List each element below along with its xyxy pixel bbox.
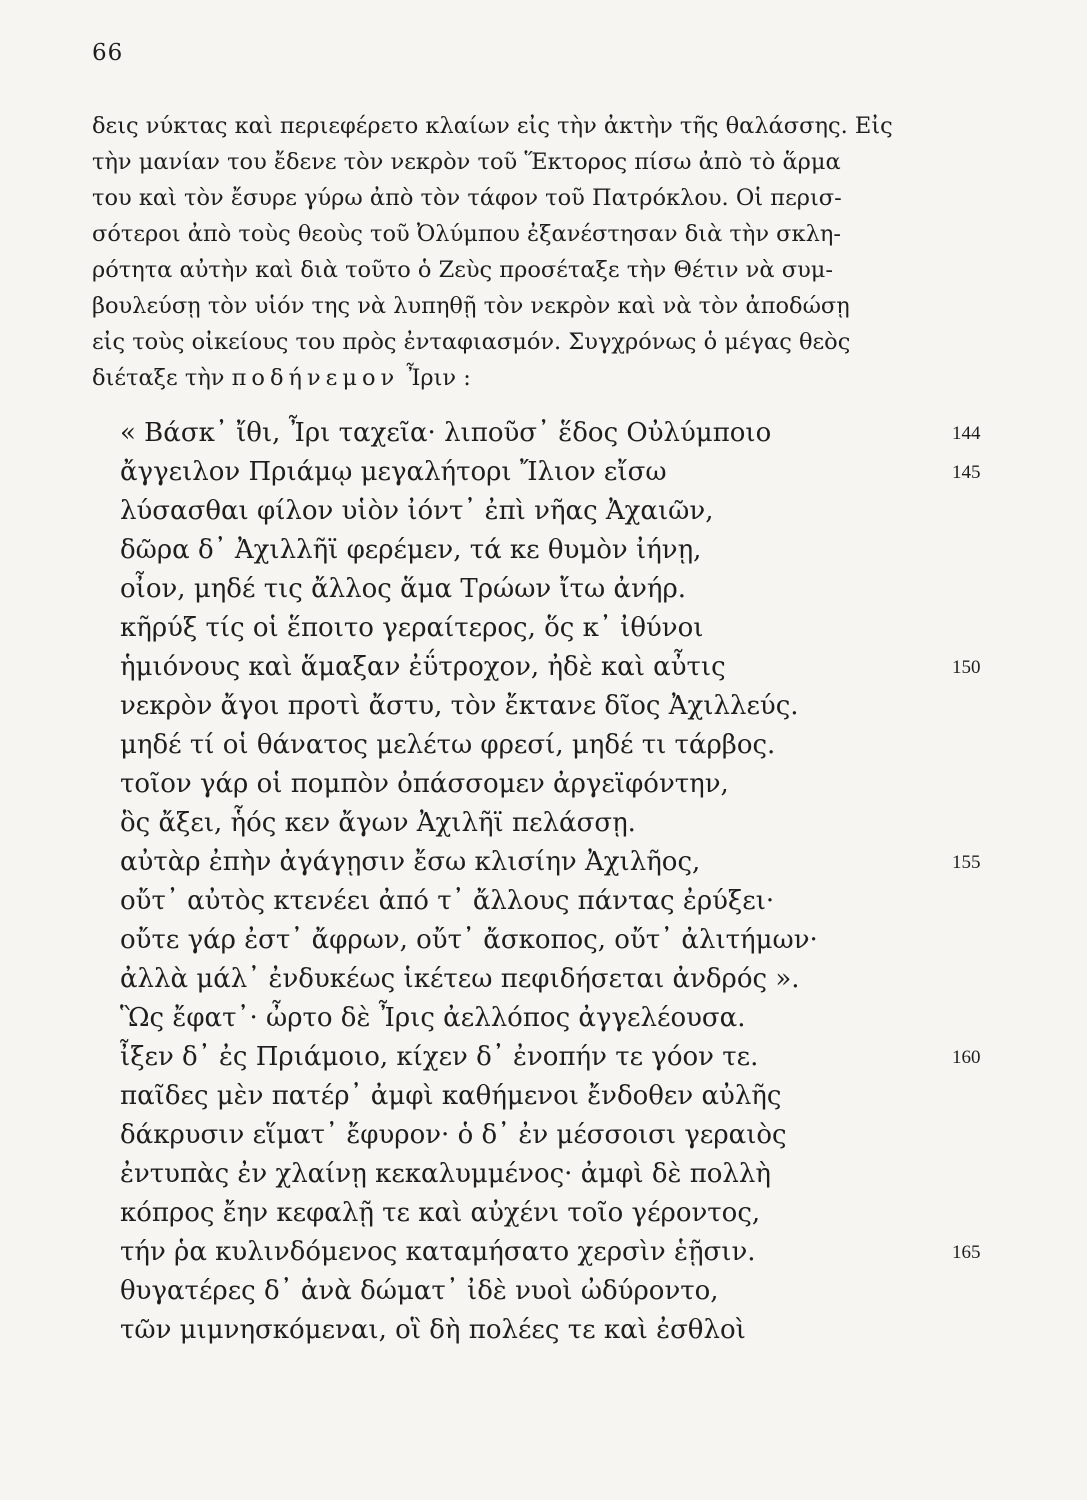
verse-line <box>120 1311 1000 1350</box>
line-number: 144 <box>952 423 981 444</box>
verse-line <box>120 570 1000 609</box>
verse-text: Ὣς ἔφατ᾽· ὦρτο δὲ Ἶρις ἀελλόπος ἀγγελέουσα. <box>120 1003 746 1033</box>
verse-text: ἄγγειλον Πριάμῳ μεγαλήτορι Ἴλιον εἴσω <box>120 457 667 487</box>
verse-line <box>120 921 1000 960</box>
verse-text: ἀλλὰ μάλ᾽ ἐνδυκέως ἱκέτεω πεφιδήσεται ἀνδρός ». <box>120 964 800 994</box>
verse-line <box>120 882 1000 921</box>
verse-line <box>120 804 1000 843</box>
prose-line: σότεροι ἀπὸ τοὺς θεοὺς τοῦ Ὀλύμπου ἐξανέστησαν διὰ τὴν σκλη- <box>92 221 841 247</box>
verse-text: ἐντυπὰς ἐν χλαίνῃ κεκαλυμμένος· ἀμφὶ δὲ πολλὴ <box>120 1159 771 1189</box>
verse-line <box>120 492 1000 531</box>
verse-text: ὃς ἄξει, ἧός κεν ἄγων Ἀχιλῆϊ πελάσσῃ. <box>120 808 636 838</box>
line-number: 145 <box>952 462 981 483</box>
verse-text: δάκρυσιν εἵματ᾽ ἔφυρον· ὁ δ᾽ ἐν μέσσοισι γεραιὸς <box>120 1120 787 1150</box>
verse-line <box>120 1233 1000 1272</box>
verse-text: οἶον, μηδέ τις ἄλλος ἅμα Τρώων ἴτω ἀνήρ. <box>120 574 687 604</box>
verse-text: ἡμιόνους καὶ ἅμαξαν ἐΰτροχον, ἠδὲ καὶ αὖτις <box>120 652 726 682</box>
verse-line <box>120 765 1000 804</box>
prose-line: ρότητα αὐτὴν καὶ διὰ τοῦτο ὁ Ζεὺς προσέταξε τὴν Θέτιν νὰ συμ- <box>92 257 833 283</box>
spaced-word: ποδήνεμον <box>231 365 400 391</box>
verse-line <box>120 1116 1000 1155</box>
prose-paragraph <box>92 108 992 396</box>
line-number: 150 <box>952 657 981 678</box>
verse-line <box>120 453 1000 492</box>
verse-text: ἶξεν δ᾽ ἐς Πριάμοιο, κίχεν δ᾽ ἐνοπήν τε γόον τε. <box>120 1042 759 1072</box>
verse-text: « Βάσκ᾽ ἴθι, Ἶρι ταχεῖα· λιποῦσ᾽ ἕδος Οὐλύμποιο <box>120 418 772 448</box>
prose-text: Ἶριν : <box>399 365 471 391</box>
verse-line <box>120 999 1000 1038</box>
verse-line <box>120 414 1000 453</box>
verse-text: οὔτε γάρ ἐστ᾽ ἄφρων, οὔτ᾽ ἄσκοπος, οὔτ᾽ ἀλιτήμων· <box>120 925 818 955</box>
verse-text: παῖδες μὲν πατέρ᾽ ἀμφὶ καθήμενοι ἔνδοθεν αὐλῆς <box>120 1081 782 1111</box>
verse-line <box>120 1194 1000 1233</box>
verse-text: νεκρὸν ἄγοι προτὶ ἄστυ, τὸν ἔκτανε δῖος Ἀχιλλεύς. <box>120 691 799 721</box>
line-number: 155 <box>952 852 981 873</box>
page-number: 66 <box>92 40 124 66</box>
prose-text: διέταξε τὴν <box>92 365 232 391</box>
prose-line: βουλεύσῃ τὸν υἱόν της νὰ λυπηθῇ τὸν νεκρὸν καὶ νὰ τὸν ἀποδώσῃ <box>92 293 850 319</box>
verse-block <box>120 414 1000 1350</box>
verse-text: λύσασθαι φίλον υἱὸν ἰόντ᾽ ἐπὶ νῆας Ἀχαιῶν, <box>120 496 714 526</box>
verse-text: αὐτὰρ ἐπὴν ἀγάγῃσιν ἔσω κλισίην Ἀχιλῆος, <box>120 847 701 877</box>
prose-line: εἰς τοὺς οἰκείους του πρὸς ἐνταφιασμόν. Συγχρόνως ὁ μέγας θεὸς <box>92 329 851 355</box>
prose-line: τὴν μανίαν του ἔδενε τὸν νεκρὸν τοῦ Ἕκτορος πίσω ἀπὸ τὸ ἅρμα <box>92 149 841 175</box>
verse-line <box>120 843 1000 882</box>
verse-line <box>120 648 1000 687</box>
verse-text: θυγατέρες δ᾽ ἀνὰ δώματ᾽ ἰδὲ νυοὶ ὠδύροντο, <box>120 1276 719 1306</box>
verse-text: μηδέ τί οἱ θάνατος μελέτω φρεσί, μηδέ τι τάρβος. <box>120 730 776 760</box>
verse-line <box>120 1155 1000 1194</box>
prose-line: του καὶ τὸν ἔσυρε γύρω ἀπὸ τὸν τάφον τοῦ Πατρόκλου. Οἱ περισ- <box>92 185 842 211</box>
verse-text: τήν ῥα κυλινδόμενος καταμήσατο χερσὶν ἑῇσιν. <box>120 1237 756 1267</box>
prose-line: δεις νύκτας καὶ περιεφέρετο κλαίων εἰς τὴν ἀκτὴν τῆς θαλάσσης. Εἰς <box>92 113 893 139</box>
verse-line <box>120 1272 1000 1311</box>
verse-line <box>120 1077 1000 1116</box>
verse-line <box>120 1038 1000 1077</box>
verse-text: κῆρύξ τίς οἱ ἕποιτο γεραίτερος, ὅς κ᾽ ἰθύνοι <box>120 613 704 643</box>
verse-line <box>120 726 1000 765</box>
prose-line <box>92 360 992 396</box>
verse-line <box>120 531 1000 570</box>
verse-text: τοῖον γάρ οἱ πομπὸν ὀπάσσομεν ἀργεϊφόντην, <box>120 769 729 799</box>
verse-line <box>120 687 1000 726</box>
verse-line <box>120 960 1000 999</box>
line-number: 160 <box>952 1047 981 1068</box>
verse-text: κόπρος ἔην κεφαλῇ τε καὶ αὐχένι τοῖο γέροντος, <box>120 1198 761 1228</box>
line-number: 165 <box>952 1242 981 1263</box>
verse-text: δῶρα δ᾽ Ἀχιλλῆϊ φερέμεν, τά κε θυμὸν ἰήνῃ, <box>120 535 702 565</box>
verse-text: οὔτ᾽ αὐτὸς κτενέει ἀπό τ᾽ ἄλλους πάντας ἐρύξει· <box>120 886 775 916</box>
verse-line <box>120 609 1000 648</box>
verse-text: τῶν μιμνησκόμεναι, οἳ δὴ πολέες τε καὶ ἐσθλοὶ <box>120 1315 746 1345</box>
